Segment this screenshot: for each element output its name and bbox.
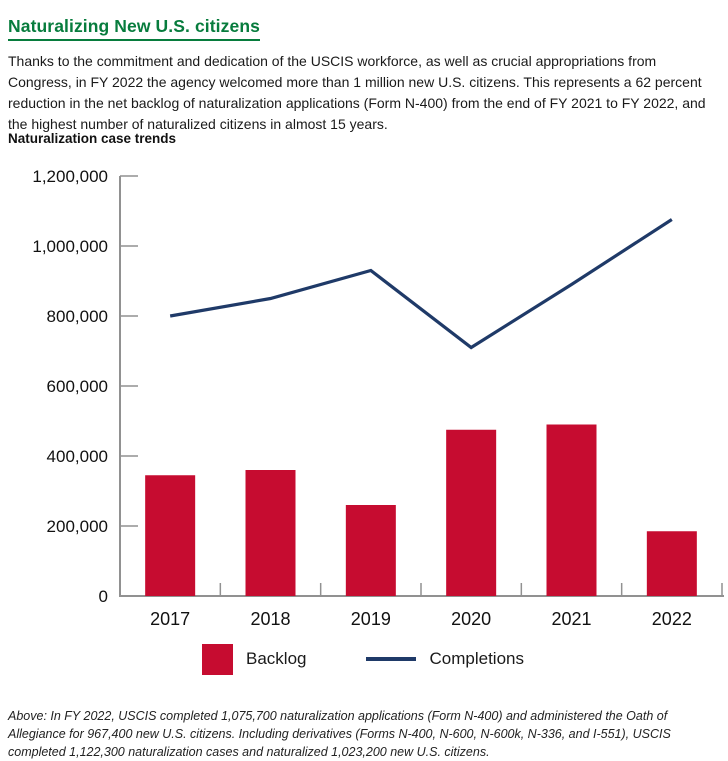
intro-paragraph: Thanks to the commitment and dedication of the USCIS workforce, as well as crucial appropriations from Congress, in FY 2022 the agency welcomed more than 1 million new U.S. citizens. This represents a 62 percent reduction in the net backlog of naturalization applications (Form N-400) from the end of FY 2021 to FY 2022, and the highest number of naturalized citizens in almost 15 years. (8, 53, 706, 132)
y-tick-label: 600,000 (46, 377, 108, 396)
x-axis-label-2021: 2021 (551, 609, 592, 629)
y-tick-label: 200,000 (46, 517, 108, 536)
y-tick-label: 400,000 (46, 447, 108, 466)
y-tick-label: 800,000 (46, 307, 108, 326)
chart-legend (202, 643, 524, 675)
y-tick-label: 1,200,000 (32, 167, 108, 186)
x-axis-label-2022: 2022 (651, 609, 692, 629)
y-tick-label: 1,000,000 (32, 237, 108, 256)
completions-line (170, 220, 672, 348)
bar-2022 (647, 531, 697, 596)
backlog-legend-label: Backlog (246, 649, 307, 668)
x-axis-label-2019: 2019 (350, 609, 391, 629)
backlog-legend-swatch (202, 644, 233, 675)
chart-footnote: Above: In FY 2022, USCIS completed 1,075,700 naturalization applications (Form N-400) and administered the Oath of Allegiance for 967,400 new U.S. citizens. Including derivatives (Forms N-400, N-600, N-600k, N-336, and I-551), USCIS completed 1,122,300 naturalization cases and naturalized 1,023,200 new U.S. citizens. (8, 708, 671, 759)
completions-legend-label: Completions (429, 649, 524, 668)
page-title: Naturalizing New U.S. citizens (8, 16, 260, 41)
y-tick-label: 0 (98, 587, 108, 606)
bar-2019 (346, 505, 396, 596)
x-axis-label-2018: 2018 (250, 609, 291, 629)
bar-2018 (246, 470, 296, 596)
bar-2017 (145, 475, 195, 596)
x-axis-label-2020: 2020 (451, 609, 492, 629)
naturalization-case-trends-chart (0, 155, 728, 635)
bar-2021 (547, 425, 597, 597)
completions-legend-line-swatch (366, 657, 416, 661)
bar-2020 (446, 430, 496, 596)
chart-title: Naturalization case trends (8, 131, 177, 146)
x-axis-label-2017: 2017 (150, 609, 191, 629)
